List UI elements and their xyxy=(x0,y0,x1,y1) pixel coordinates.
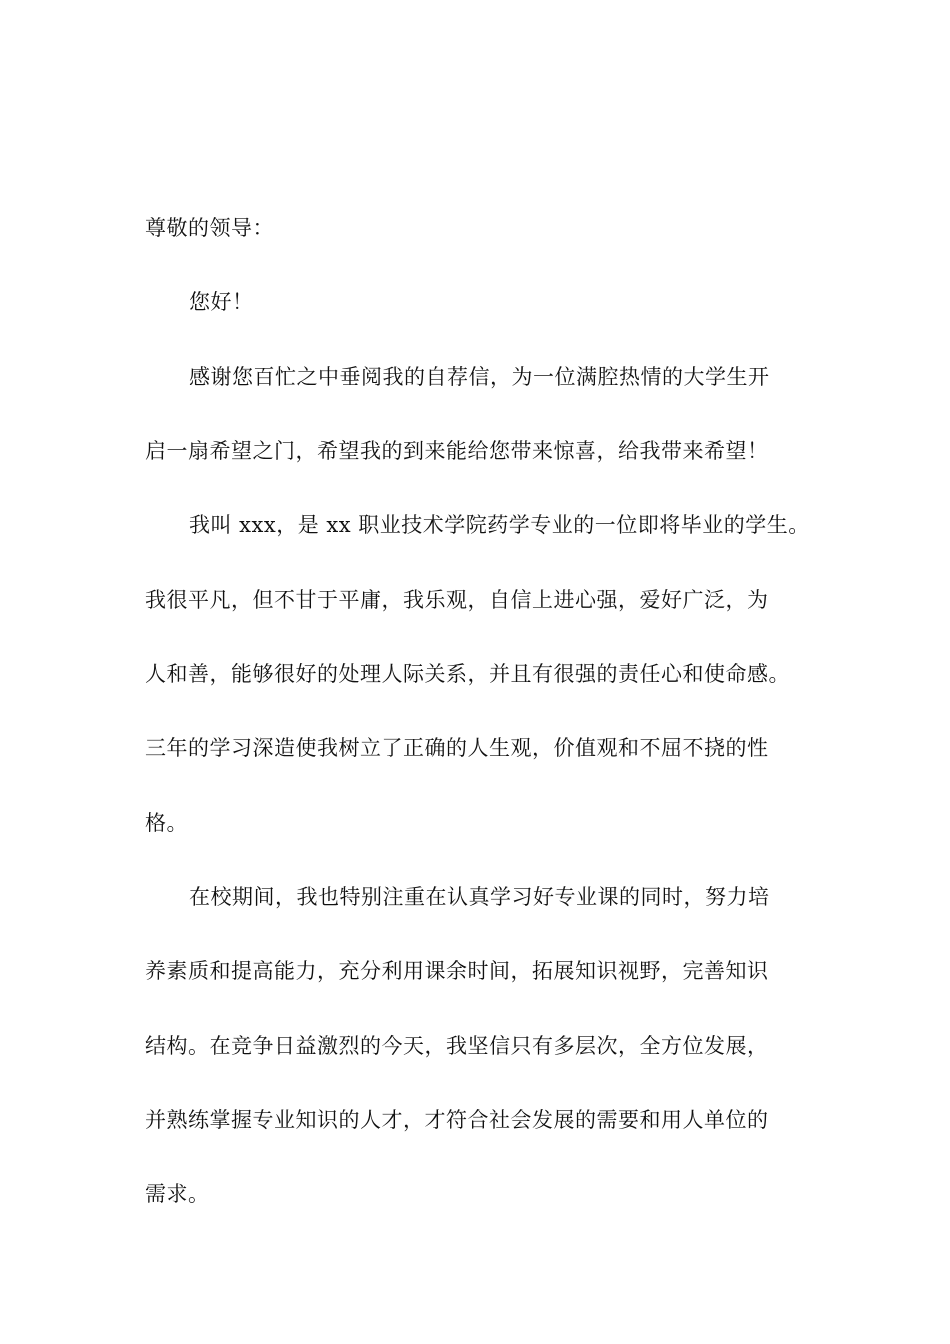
paragraph-2-line-2: 我很平凡，但不甘于平庸，我乐观，自信上进心强，爱好广泛，为 xyxy=(145,588,769,612)
paragraph-3-line-5: 需求。 xyxy=(145,1182,210,1206)
paragraph-2-line-3: 人和善，能够很好的处理人际关系，并且有很强的责任心和使命感。 xyxy=(145,662,790,686)
paragraph-1-line-1: 感谢您百忙之中垂阅我的自荐信，为一位满腔热情的大学生开 xyxy=(189,365,770,389)
salutation: 尊敬的领导： xyxy=(145,216,274,240)
paragraph-2-line-4: 三年的学习深造使我树立了正确的人生观，价值观和不屈不挠的性 xyxy=(145,736,769,760)
paragraph-1-line-2: 启一扇希望之门，希望我的到来能给您带来惊喜，给我带来希望！ xyxy=(145,439,769,463)
paragraph-3-line-1: 在校期间，我也特别注重在认真学习好专业课的同时，努力培 xyxy=(189,885,770,909)
paragraph-3-line-2: 养素质和提高能力，充分利用课余时间，拓展知识视野，完善知识 xyxy=(145,959,769,983)
paragraph-3-line-3: 结构。在竞争日益激烈的今天，我坚信只有多层次，全方位发展， xyxy=(145,1034,769,1058)
paragraph-2-line-5: 格。 xyxy=(145,811,188,835)
paragraph-3-line-4: 并熟练掌握专业知识的人才，才符合社会发展的需要和用人单位的 xyxy=(145,1108,769,1132)
paragraph-2-line-1: 我叫 xxx，是 xx 职业技术学院药学专业的一位即将毕业的学生。 xyxy=(189,513,810,537)
greeting: 您好！ xyxy=(189,290,254,314)
